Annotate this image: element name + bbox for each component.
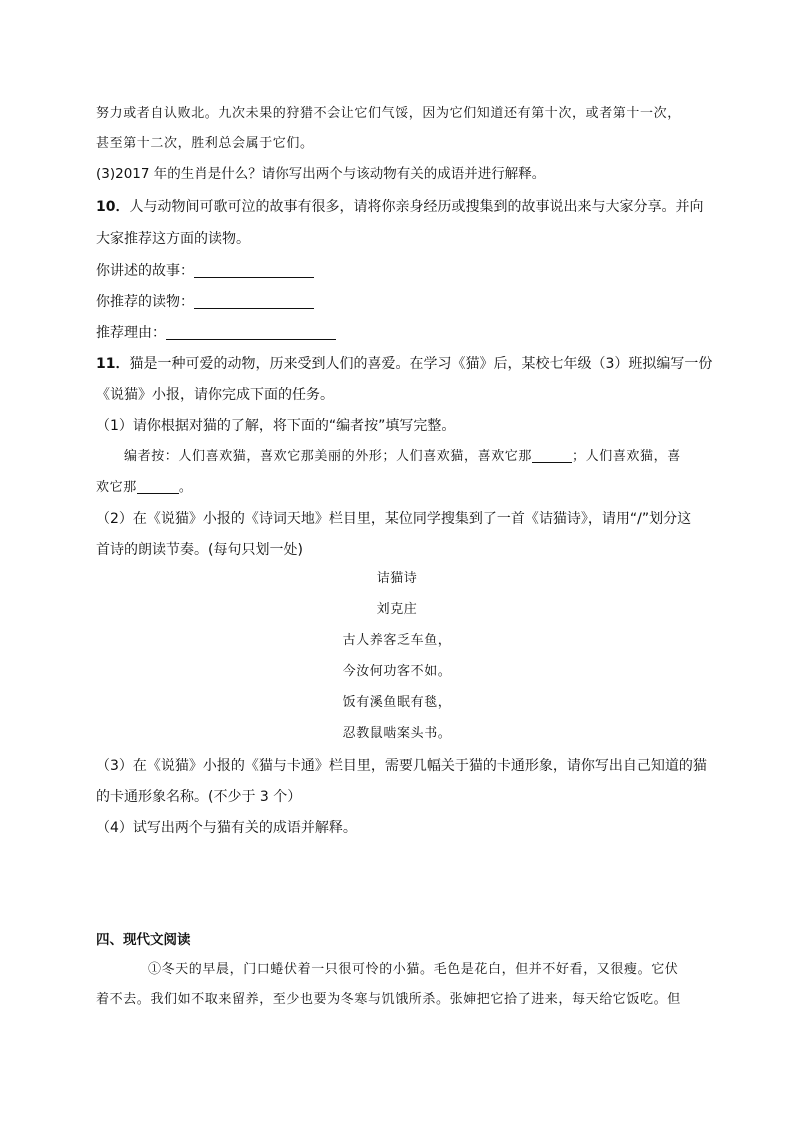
reading-label: 你推荐的读物： — [96, 294, 194, 310]
sub-question-4: （4）试写出两个与猫有关的成语并解释。 — [96, 820, 357, 836]
question-11-line — [96, 354, 712, 374]
passage-line: 努力或者自认败北。九次未果的狩猎不会让它们气馁，因为它们知道还有第十次，或者第十一次， — [96, 106, 681, 121]
story-label: 你讲述的故事： — [96, 263, 194, 279]
editor-note-text: 。 — [178, 480, 193, 495]
sub-question-3: （3）在《说猫》小报的《猫与卡通》栏目里，需要几幅关于猫的卡通形象，请你写出自己知道的猫 — [96, 758, 707, 774]
reason-field — [96, 323, 336, 343]
sub-question-2: （2）在《说猫》小报的《诗词天地》栏目里，某位同学搜集到了一首《诘猫诗》，请用“/”划分这 — [96, 511, 692, 527]
sub-question-3: 的卡通形象名称。(不少于 3 个） — [96, 789, 302, 805]
editor-note-text: 编者按：人们喜欢猫，喜欢它那美丽的外形；人们喜欢猫，喜欢它那 — [124, 449, 533, 464]
reason-label: 推荐理由： — [96, 325, 166, 341]
reason-answer-blank[interactable] — [166, 325, 336, 340]
editor-note-line — [96, 478, 192, 498]
poem-line: 忍教鼠啮案头书。 — [342, 726, 452, 741]
question-3-prompt: (3)2017 年的生肖是什么？请你写出两个与该动物有关的成语并进行解释。 — [96, 166, 546, 182]
question-text: 猫是一种可爱的动物，历来受到人们的喜爱。在学习《猫》后，某校七年级（3）班拟编写一份 — [129, 356, 713, 372]
reading-field — [96, 292, 314, 312]
editor-note-blank[interactable] — [532, 448, 572, 463]
passage-line: ①冬天的早晨，门口蜷伏着一只很可怜的小猫。毛色是花白，但并不好看，又很瘦。它伏 — [148, 962, 679, 977]
editor-note-blank[interactable] — [137, 479, 179, 494]
editor-note-text: 欢它那 — [96, 480, 137, 495]
passage-line: 着不去。我们如不取来留养，至少也要为冬寒与饥饿所杀。张婶把它拾了进来，每天给它饭吃。但 — [96, 992, 681, 1007]
editor-note-line — [124, 447, 681, 467]
poem-title: 诘猫诗 — [376, 571, 418, 586]
editor-note-text: ；人们喜欢猫，喜 — [572, 449, 681, 464]
poem-line: 饭有溪鱼眠有毯， — [342, 695, 452, 710]
passage-line: 甚至第十二次，胜利总会属于它们。 — [96, 136, 314, 151]
sub-question-2: 首诗的朗读节奏。(每句只划一处) — [96, 542, 303, 558]
question-number: 10． — [96, 199, 130, 215]
question-10-line — [96, 197, 703, 217]
sub-question-1: （1）请你根据对猫的了解，将下面的“编者按”填写完整。 — [96, 418, 456, 434]
story-field — [96, 261, 314, 281]
question-number: 11． — [96, 356, 130, 372]
question-text: 《说猫》小报，请你完成下面的任务。 — [96, 387, 334, 403]
reading-answer-blank[interactable] — [194, 294, 314, 309]
question-text: 人与动物间可歌可泣的故事有很多，请将你亲身经历或搜集到的故事说出来与大家分享。并向 — [129, 199, 704, 215]
section-heading: 四、现代文阅读 — [96, 932, 191, 948]
question-text: 大家推荐这方面的读物。 — [96, 231, 250, 247]
poem-line: 古人养客乏车鱼， — [342, 633, 452, 648]
story-answer-blank[interactable] — [194, 263, 314, 278]
poem-author: 刘克庄 — [376, 602, 418, 617]
poem-line: 今汝何功客不如。 — [342, 664, 452, 679]
